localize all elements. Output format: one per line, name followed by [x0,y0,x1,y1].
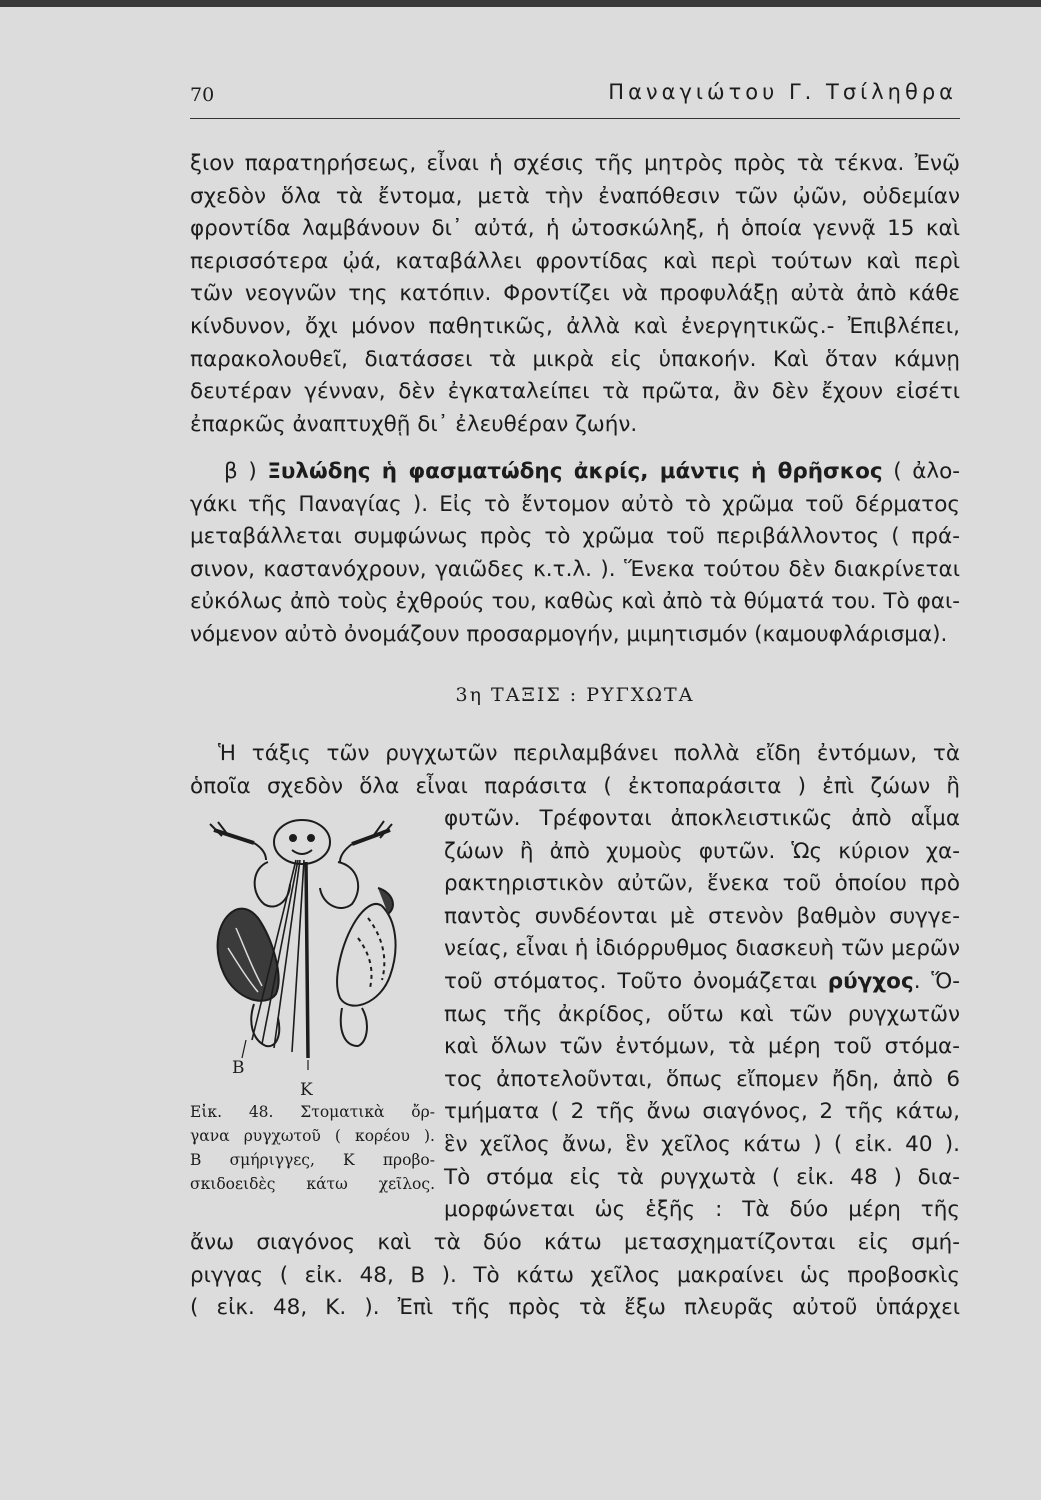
caption-line: γανα ρυγχωτοῦ ( κορέου ). [190,1127,435,1145]
paragraph-intro [190,148,960,441]
text-line: φυτῶν. Τρέφονται ἀποκλειστικῶς ἀπὸ αἷμα [444,806,960,831]
text-line: μορφώνεται ὡς ἑξῆς : Τὰ δύο μέρη τῆς [444,1197,960,1223]
figure-caption [190,1100,435,1196]
paragraph-rhynchota-tail [190,1227,960,1325]
text-line: κίνδυνον, ὄχι μόνον παθητικῶς, ἀλλὰ καὶ ἐνεργητικῶς.- Ἐπιβλέπει, [190,313,960,339]
scan-top-border [0,0,1041,7]
term-rhynchos: ρύγχος [827,968,914,994]
paragraph-mantis [190,456,960,652]
text-line: παρακολουθεῖ, διατάσσει τὰ μικρὰ εἰς ὑπακοήν. Καὶ ὅταν κάμνῃ [190,346,960,372]
text-line: πως τῆς ἀκρίδος, οὕτω καὶ τῶν ρυγχωτῶν [444,1001,960,1027]
text-line: φροντίδα λαμβάνουν δι᾽ αὐτά, ἡ ὠτοσκώληξ, ἡ ὁποία γεννᾷ 15 καὶ [190,216,960,242]
text-line: ἄνω σιαγόνος καὶ τὰ δύο κάτω μετασχηματίζονται εἰς σμή- [190,1230,960,1255]
text-line: ριγγας ( εἰκ. 48, Β ). Τὸ κάτω χεῖλος μακραίνει ὡς προβοσκὶς [190,1262,960,1288]
text-line: μεταβάλλεται συμφώνως πρὸς τὸ χρῶμα τοῦ περιβάλλοντος ( πρά- [190,524,960,550]
paragraph-rhynchota-opening [190,738,960,803]
text-line: ζώων ἢ ἀπὸ χυμοὺς φυτῶν. Ὡς κύριον χα- [444,838,960,864]
text-line: σχεδὸν ὅλα τὰ ἔντομα, μετὰ τὴν ἐναπόθεσιν τῶν ᾠῶν, οὐδεμίαν [190,183,960,209]
text-line: τῶν νεογνῶν της κατόπιν. Φροντίζει νὰ προφυλάξῃ αὐτὰ ἀπὸ κάθε [190,281,960,307]
section-heading: 3η ΤΑΞΙΣ : ΡΥΓΧΩΤΑ [455,684,695,706]
running-title: Παναγιώτου Γ. Τσίληθρα [608,80,957,104]
label-b: Β [232,1058,245,1078]
item-label: β ) [224,459,268,484]
species-name: Ξυλώδης ἡ φασματώδης ἀκρίς, μάντις ἡ θρῆσκος [267,459,883,484]
text-line: ξιον παρατηρήσεως, εἶναι ἡ σχέσις τῆς μητρὸς πρὸς τὰ τέκνα. Ἐνῷ [190,151,960,176]
text-line: ἓν χεῖλος ἄνω, ἓν χεῖλος κάτω ) ( εἰκ. 40 ). [444,1131,960,1157]
text-line: γάκι τῆς Παναγίας ). Εἰς τὸ ἔντομον αὐτὸ τὸ χρῶμα τοῦ δέρματος [190,491,960,517]
header-rule [190,118,960,119]
text-line: τμήματα ( 2 τῆς ἄνω σιαγόνος, 2 τῆς κάτω, [444,1099,960,1125]
figure-mouthparts [192,808,432,1108]
text-line: περισσότερα ᾠά, καταβάλλει φροντίδας καὶ περὶ τούτων καὶ περὶ [190,248,960,274]
text-line: νόμενον αὐτὸ ὀνομάζουν προσαρμογήν, μιμητισμόν (καμουφλάρισμα). [190,621,948,647]
text-line: ( εἰκ. 48, Κ. ). Ἐπὶ τῆς πρὸς τὰ ἔξω πλευρᾶς αὐτοῦ ὑπάρχει [190,1295,960,1321]
text-fragment: τοῦ στόματος. Τοῦτο ὀνομάζεται [444,968,828,994]
text-line: παντὸς συνδέονται μὲ στενὸν βαθμὸν συγγε- [444,903,960,929]
caption-line: Β σμήριγγες, Κ προβο- [190,1151,435,1169]
text-line: καὶ ὅλων τῶν ἐντόμων, τὰ μέρη τοῦ στόμα- [444,1034,960,1060]
caption-line: σκιδοειδὲς κάτω χεῖλος. [190,1175,435,1193]
page-number: 70 [190,84,215,106]
text-line: εὐκόλως ἀπὸ τοὺς ἐχθρούς του, καθὼς καὶ ἀπὸ τὰ θύματά του. Τὸ φαι- [190,589,960,615]
text-line: Τὸ στόμα εἰς τὰ ρυγχωτὰ ( εἰκ. 48 ) δια- [444,1164,960,1190]
text-line: ρακτηριστικὸν αὐτῶν, ἕνεκα τοῦ ὁποίου πρὸ [444,871,960,897]
text-line: τος ἀποτελοῦνται, ὅπως εἴπομεν ἤδη, ἀπὸ 6 [444,1066,960,1092]
label-k: Κ [300,1080,313,1100]
text-fragment: ( ἀλο- [882,459,961,484]
text-fragment: . Ὅ- [913,968,960,994]
paragraph-rhynchota-column [444,803,960,1227]
text-line [190,456,960,489]
text-line: Ἡ τάξις τῶν ρυγχωτῶν περιλαμβάνει πολλὰ εἴδη ἐντόμων, τὰ [218,741,960,766]
text-line [444,966,960,999]
text-line: δευτέραν γένναν, δὲν ἐγκαταλείπει τὰ πρῶτα, ἂν δὲν ἔχουν εἰσέτι [190,379,960,405]
caption-line: Εἰκ. 48. Στοματικὰ ὄρ- [190,1103,435,1121]
text-line: σινον, καστανόχρουν, γαιῶδες κ.τ.λ. ). Ἕνεκα τούτου δὲν διακρίνεται [190,556,960,582]
text-line: ὁποῖα σχεδὸν ὅλα εἶναι παράσιτα ( ἐκτοπαράσιτα ) ἐπὶ ζώων ἢ [190,773,960,799]
mouthparts-illustration [192,808,432,1108]
text-line: ἐπαρκῶς ἀναπτυχθῇ δι᾽ ἐλευθέραν ζωήν. [190,411,638,437]
text-line: νείας, εἶναι ἡ ἰδιόρρυθμος διασκευὴ τῶν μερῶν [444,936,960,962]
